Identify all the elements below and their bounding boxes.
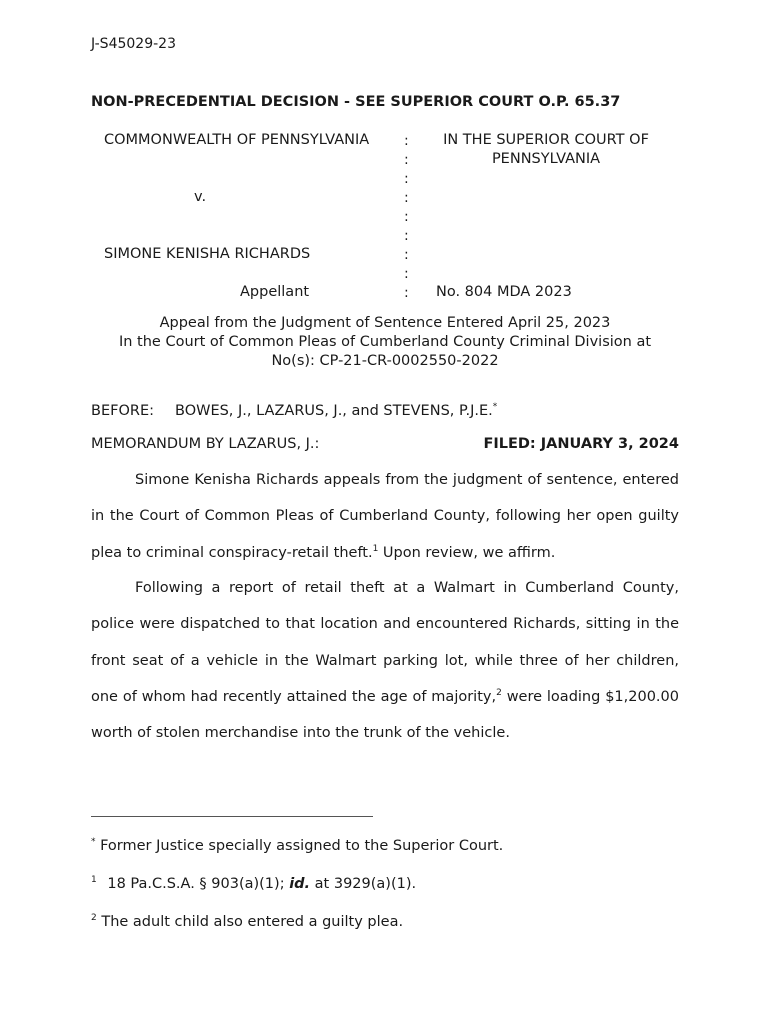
footnote-mark: * [91,837,96,847]
caption-colon: : [404,247,409,263]
footnote-text: The adult child also entered a guilty plea. [96,914,404,930]
party-commonwealth: COMMONWEALTH OF PENNSYLVANIA [104,132,370,148]
caption-colon: : [404,228,409,244]
caption-colon: : [404,285,409,301]
p1-text: Simone Kenisha Richards appeals from the judgment of sentence, entered in the Court of Common Pleas of Cumberland County, following her open guilty plea to criminal conspiracy-retail theft. [91,472,679,561]
p2-tail: were loading $1,200.00 worth of stolen merchandise into the trunk of the vehicle. [91,688,679,742]
caption-colon: : [404,152,409,168]
footnote-star [91,838,503,854]
body-paragraph-1 [91,462,679,571]
memorandum-author: MEMORANDUM BY LAZARUS, J.: [91,436,320,452]
footnote-italic: id. [289,876,311,892]
footnote-mark: 1 [91,875,97,885]
footnote-text: Former Justice specially assigned to the Superior Court. [95,838,504,854]
court-name-line1: IN THE SUPERIOR COURT OF [443,132,649,148]
docket-number: J-S45029-23 [91,36,176,52]
appeal-line-2: In the Court of Common Pleas of Cumberland County Criminal Division at [118,334,652,350]
caption-colon: : [404,266,409,282]
appeal-line-1: Appeal from the Judgment of Sentence Entered April 25, 2023 [159,315,611,331]
caption-colon: : [404,209,409,225]
panel-judges-mark: * [492,402,498,412]
footnote-1 [91,876,416,892]
versus-label: v. [194,189,207,205]
before-label: BEFORE: [91,403,154,419]
footnote-2 [91,914,403,930]
filed-date: FILED: JANUARY 3, 2024 [483,436,679,452]
caption-colon: : [404,133,409,149]
p2-text: Following a report of retail theft at a Walmart in Cumberland County, police were dispatched to that location and encountered Richards, sitting in the front seat of a vehicle in the Walmart parking lot, while three of her children, one of whom had recently attained the age of majority, [91,580,679,705]
case-number: No. 804 MDA 2023 [436,284,572,300]
panel-judges-text: BOWES, J., LAZARUS, J., and STEVENS, P.J.E. [175,403,493,419]
p1-tail: Upon review, we affirm. [378,544,556,561]
appellant-role: Appellant [240,284,310,300]
decision-headline: NON-PRECEDENTIAL DECISION - SEE SUPERIOR COURT O.P. 65.37 [91,94,621,110]
footnote-text: at 3929(a)(1). [310,876,417,892]
footnote-divider [91,816,373,817]
body-paragraph-2 [91,570,679,751]
footnote-mark: 2 [91,913,97,923]
caption-colon: : [404,171,409,187]
party-appellant: SIMONE KENISHA RICHARDS [104,246,311,262]
footnote-text: 18 Pa.C.S.A. § 903(a)(1); [102,876,290,892]
caption-colon: : [404,190,409,206]
court-name-line2: PENNSYLVANIA [491,151,601,167]
footnote-ref-2: 2 [496,687,502,698]
appeal-line-3: No(s): CP-21-CR-0002550-2022 [271,353,499,369]
footnote-ref-1: 1 [372,543,379,554]
panel-judges [175,403,497,419]
